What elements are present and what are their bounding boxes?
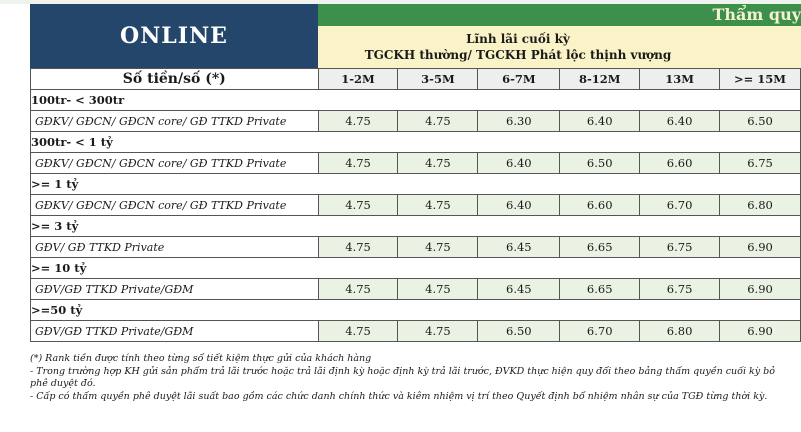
product-header [318,26,801,68]
amount-band-row [31,90,801,111]
rate-cell: 6.70 [640,195,720,216]
rate-cell: 6.50 [720,111,801,132]
rate-cell: 4.75 [318,321,398,342]
table-row [31,111,801,132]
table-row [31,321,801,342]
rate-cell: 6.80 [640,321,720,342]
table-row [31,237,801,258]
amount-band-label: >= 3 tỷ [31,216,801,237]
subtitle-line-2: TGCKH thường/ TGCKH Phát lộc thịnh vượng [364,48,672,62]
rate-cell: 6.30 [478,111,560,132]
rate-cell: 4.75 [318,237,398,258]
approver-role: GĐV/GĐ TTKD Private/GĐM [31,279,319,300]
footnote: phê duyệt đó. [30,378,96,389]
table-row [31,195,801,216]
term-header: 1-2M [318,69,398,90]
amount-band-row [31,300,801,321]
rate-cell: 6.75 [720,153,801,174]
rate-cell: 6.70 [560,321,640,342]
rate-cell: 4.75 [318,111,398,132]
term-header: 6-7M [478,69,560,90]
footnote: - Cấp có thẩm quyền phê duyệt lãi suất bao gồm các chức danh chính thức và kiêm nhiệm vị trí theo Quyết định bổ nhiệm nhân sự của TGĐ từng thời kỳ. [30,390,768,402]
approver-role: GĐKV/ GĐCN/ GĐCN core/ GĐ TTKD Private [31,195,319,216]
rate-cell: 4.75 [398,279,478,300]
rate-cell: 4.75 [318,279,398,300]
amount-band-label: 100tr- < 300tr [31,90,801,111]
rate-cell: 4.75 [398,111,478,132]
amount-band-row [31,216,801,237]
term-header: 3-5M [398,69,478,90]
term-header: 8-12M [560,69,640,90]
rate-cell: 6.90 [720,321,801,342]
rate-cell: 6.75 [640,237,720,258]
column-header-row [31,69,801,90]
amount-band-row [31,174,801,195]
rate-cell: 6.75 [640,279,720,300]
online-header: ONLINE [30,4,318,68]
rate-cell: 4.75 [398,237,478,258]
amount-band-label: >= 10 tỷ [31,258,801,279]
amount-band-label: >= 1 tỷ [31,174,801,195]
rate-cell: 6.50 [478,321,560,342]
rate-cell: 4.75 [398,321,478,342]
rate-cell: 6.80 [720,195,801,216]
authority-header [318,4,801,26]
rate-cell: 6.65 [560,237,640,258]
term-header: >= 15M [720,69,801,90]
rate-cell: 6.60 [560,195,640,216]
amount-band-label: >=50 tỷ [31,300,801,321]
rate-cell: 6.90 [720,237,801,258]
subtitle-line-1: Lĩnh lãi cuối kỳ [466,32,570,46]
rate-cell: 4.75 [318,153,398,174]
approver-role: GĐV/ GĐ TTKD Private [31,237,319,258]
table-row [31,279,801,300]
rate-cell: 4.75 [398,195,478,216]
approver-role: GĐKV/ GĐCN/ GĐCN core/ GĐ TTKD Private [31,111,319,132]
approver-role: GĐKV/ GĐCN/ GĐCN core/ GĐ TTKD Private [31,153,319,174]
rate-cell: 6.45 [478,279,560,300]
rate-cell: 6.40 [478,195,560,216]
rate-cell: 6.60 [640,153,720,174]
rate-cell: 4.75 [318,195,398,216]
rate-cell: 6.90 [720,279,801,300]
amount-band-label: 300tr- < 1 tỷ [31,132,801,153]
rate-cell: 4.75 [398,153,478,174]
amount-band-row [31,132,801,153]
rate-cell: 6.40 [560,111,640,132]
amount-band-row [31,258,801,279]
rate-table [30,68,801,342]
table-row [31,153,801,174]
rate-cell: 6.40 [640,111,720,132]
amount-header: Số tiền/số (*) [31,69,319,90]
approver-role: GĐV/GĐ TTKD Private/GĐM [31,321,319,342]
rate-cell: 6.45 [478,237,560,258]
term-header: 13M [640,69,720,90]
rate-cell: 6.40 [478,153,560,174]
footnote: (*) Rank tiền được tính theo từng sổ tiết kiệm thực gửi của khách hàng [30,353,372,364]
rate-cell: 6.50 [560,153,640,174]
authority-title: Thẩm quy [712,5,801,24]
rate-cell: 6.65 [560,279,640,300]
footnote: - Trong trường hợp KH gửi sản phẩm trả lãi trước hoặc trả lãi định kỳ hoặc định kỳ trả lãi trước, ĐVKD thực hiện quy đổi theo bảng thẩm quyền cuối kỳ bỏ [30,365,775,377]
footnotes [30,353,801,403]
